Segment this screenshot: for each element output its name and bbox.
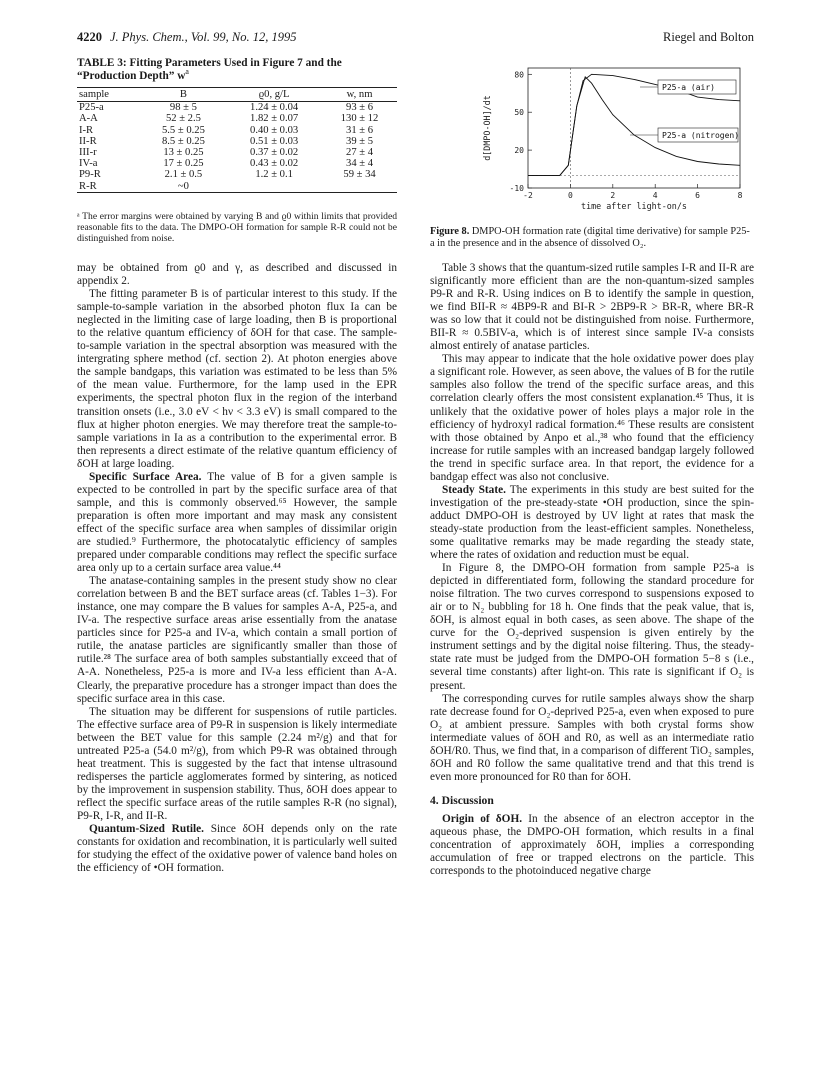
body-paragraph [77,706,397,823]
table3-caption [77,57,397,83]
section-heading: 4. Discussion [430,793,494,807]
body-paragraph [430,693,754,784]
body-paragraph [77,823,397,875]
y-tick-label: 50 [514,108,524,118]
table-cell: 1.82 ± 0.07 [250,113,299,125]
table-cell [322,181,397,193]
table-cell: 39 ± 5 [346,135,374,147]
table3-col-header: sample [79,89,110,100]
table3-body [77,102,397,193]
table3-title-sup: a [185,67,189,77]
y-tick-label: 20 [514,146,524,156]
x-tick-label: -2 [523,191,533,200]
x-tick-label: 6 [695,191,701,200]
table3 [77,87,397,193]
table-cell: 130 ± 12 [340,113,379,125]
y-tick-label: -10 [509,184,524,193]
table3-header-row [77,88,397,102]
figure8-caption [430,226,754,249]
journal-reference: J. Phys. Chem., Vol. 99, No. 12, 1995 [110,30,297,44]
right-column [430,262,754,878]
table-row [77,147,397,158]
table3-col-header: B [179,89,187,100]
run-in-heading: Steady State. [442,483,506,496]
x-tick-label: 4 [652,191,658,200]
table-cell [226,181,322,193]
x-tick-label: 2 [610,191,616,200]
paragraph-text: The experiments in this study are best suited for the investigation of the pre-steady-state •OH production, since the spin-adduct DMPO-OH is destroyed by UV light at rates that mask the steady-state production from the least-efficient samples. Nonetheless, some qualitative remarks may be made regarding the steady state, where the rates of oxidation and reduction must be equal. [430,483,754,562]
table-cell: 0.51 ± 0.03 [250,135,299,147]
table-cell: R-R [79,180,97,192]
table-cell: 52 ± 2.5 [165,113,201,125]
table-cell: 13 ± 0.25 [163,147,204,159]
body-paragraph [77,575,397,705]
figure8-chart [470,60,760,230]
header-left [77,30,296,45]
paragraph-text: In Figure 8, the DMPO-OH formation from sample P25-a is depicted in differentiated form, following the standard procedure for noise filtration. The two curves correspond to suspensions exposed to air or to N₂ bubbling for 18 h. One finds that the peak value, that is, δOH, is almost equal in both cases, as seen above. The shape of the curve for the O₂-deprived suspension is given entirely by the instrument settings and by the digital noise filtering. Thus, the steady-state rate must be judged from the DMPO-OH formation 5−8 s (i.e., several time constants) after light-on. This rate is significant if O₂ is present. [430,562,754,692]
body-paragraph [430,562,754,692]
paragraph-text: may be obtained from ϱ0 and γ, as described and discussed in appendix 2. [77,262,397,288]
y-axis-label: d[DMPO-OH]/dt [482,95,492,161]
paragraph-text: The corresponding curves for rutile samples always show the sharp rate decrease found for O₂-deprived P25-a, even when exposed to pure O₂ at ambient pressure. Samples with both crystal forms show intermediate values of δOH and R0, as well as an intermediate ratio δOH/R0. Thus, we find that, in a comparison of different TiO₂ samples, δOH and R0 follow the same qualitative trend and that this trend is even more pronounced for R0 than for δOH. [430,692,754,783]
figure8-label: Figure 8. [430,226,470,237]
body-paragraph [430,353,754,483]
body-paragraph [430,813,754,878]
table-cell: II-R [79,135,97,147]
table-cell: 1.2 ± 0.1 [255,169,293,181]
table-cell: 0.37 ± 0.02 [250,147,299,159]
paragraph-text: The situation may be different for suspensions of rutile particles. The effective surface area of P9-R in suspension is likely intermediate between the BET value for this sample (2.24 m²/g) and that for untreated P25-a (54.0 m²/g), from which P9-R was obtained through heat treatment. This is suggested by the fact that intense ultrasound redisperses the particle agglomerates formed by sintering, as noticed by the improvement in suspension stability. Thus, δOH does appear to reflect the specific surface areas of the rutile samples R-R (no signal), P9-R, I-R, and II-R. [77,705,397,822]
table-row [77,113,397,124]
table-row [77,102,397,114]
series-label: P25-a (air) [662,83,715,92]
paragraph-text: Since δOH depends only on the rate constants for oxidation and recombination, it is particularly well suited for studying the effect of the oxidative power of valence band holes on the efficiency of •OH formation. [77,823,398,875]
running-authors: Riegel and Bolton [663,30,754,44]
paragraph-text: This may appear to indicate that the hole oxidative power does play a significant role. However, as seen above, the values of B for the rutile samples also follow the trend of the specific surface areas, and this correlation clearly offers the most consistent explanation.⁴⁵ Thus, it is unlikely that the oxidative power of holes plays a major role in the efficiency of hydroxyl radical formation.⁴⁶ These results are consistent with those obtained by Anpo et al.,³⁸ who found that the efficiency increase for rutile samples with an increased bandgap largely followed the trend in specific surface area. In that report, the evidence for a bandgap effect was also not conclusive. [430,353,754,483]
table3-title: Fitting Parameters Used in Figure 7 and the “Production Depth” w [77,57,342,82]
paragraph-text: The fitting parameter B is of particular interest to this study. If the sample-to-sample variation in the absorbed photon flux Ia can be neglected in the limiting case of large loading, then B is proportional to the relative quantum efficiency of δOH for that case. The sample-to-sample variation in the spectral absorption was measured with the intergrating sphere method (cf. section 2). At photon energies above the sample bandgaps, this variation was estimated to be less than 5% of the mean value. Furthermore, for the lamp used in the EPR experiments, the spectral photon flux in the region of the interband transition onsets (i.e., 3.0 eV < hν < 3.3 eV) is small compared to the flux at higher photon energies. We may therefore treat the sample-to-sample variations in Ia as a contribution to the experimental error. B then represents a direct estimate of the relative quantum efficiency of δOH at large loading. [77,288,397,470]
table-cell: 0.43 ± 0.02 [250,158,299,170]
body-paragraph [430,484,754,562]
left-column [77,262,397,875]
run-in-heading: Origin of δOH. [442,812,523,825]
body-paragraph [77,288,397,471]
y-tick-label: 80 [514,70,524,80]
paragraph-text: Table 3 shows that the quantum-sized rutile samples I-R and II-R are significantly more efficient than are the non-quantum-sized samples P9-R and R-R. Using indices on B to identify the sample in question, we find BII-R ≈ 4BP9-R and BI-R > 2BP9-R > BR-R, where BR-R was so low that it could not be distinguished from noise. Furthermore, BII-R ≈ 0.5BIV-a, which is of interest since sample IV-a consists almost entirely of anatase particles. [430,262,754,353]
run-in-heading: Quantum-Sized Rutile. [89,823,205,836]
table-cell: ~0 [177,180,189,192]
table-cell: 34 ± 4 [346,158,374,170]
paragraph-text: The anatase-containing samples in the present study show no clear correlation between B and the BET surface areas (cf. Tables 1−3). For instance, one may compare the B values for samples A-A, P25-a, and IV-a. The respective surface areas arise essentially from the anatase particles since for P25-a and IV-a, which contain a small portion of rutile, the anatase particles are significantly smaller than those of rutile.²⁸ The surface area of both samples substantially exceed that of A-A. Nonetheless, P25-a is more and IV-a less efficient than A-A. Clearly, the preparative procedure has a stronger impact than does the specific surface area in this case. [77,575,397,705]
figure8-caption-text: DMPO-OH formation rate (digital time derivative) for sample P25-a in the presence and in the absence of dissolved O₂. [430,226,750,249]
table-cell: A-A [79,113,98,125]
body-paragraph [77,471,397,575]
table-cell: P9-R [79,169,101,181]
table-cell: 98 ± 5 [169,102,197,114]
table-cell: 5.5 ± 0.25 [161,124,205,136]
x-axis-label: time after light-on/s [581,201,687,211]
table-cell: 2.1 ± 0.5 [164,169,203,181]
table-cell: I-R [79,124,94,136]
table3-col-header: ϱ0, g/L [258,89,290,100]
table-row [77,181,397,193]
table-cell: 8.5 ± 0.25 [161,135,205,147]
table-cell: P25-a [79,102,104,114]
table-cell: 1.24 ± 0.04 [250,102,299,114]
table-row [77,169,397,180]
table-row [77,136,397,147]
table-cell: 59 ± 34 [343,169,376,181]
table-row [77,125,397,136]
table-cell: 0.40 ± 0.03 [250,124,299,136]
paragraph-text: The value of B for a given sample is expected to be controlled in part by the specific surface area of that sample, and this is commonly observed.⁶⁵ However, the sample preparation is often more important and may mask any consistent effect of the specific surface area when samples of dissimilar origin are studied.⁹ Furthermore, the photocatalytic efficiency of samples prepared under comparable conditions may reflect the specific surface area only up to a certain surface area value.⁴⁴ [77,470,397,575]
page-number: 4220 [77,30,102,44]
x-tick-label: 0 [567,191,573,200]
table-cell: IV-a [79,158,98,170]
run-in-heading: Specific Surface Area. [89,470,202,483]
table-cell: 93 ± 6 [346,102,374,114]
paragraph-text: In the absence of an electron acceptor in the aqueous phase, the DMPO-OH formation, which results in a final concentration of approximately δOH, implies a corresponding accumulation of free or trapped electrons on the particle. This corresponds to the photoinduced negative charge [430,812,754,878]
x-tick-label: 8 [737,191,743,200]
table-row [77,158,397,169]
table-cell: 31 ± 6 [346,124,374,136]
body-paragraph [77,262,397,288]
body-paragraph [430,262,754,353]
series-label: P25-a (nitrogen) [662,131,740,140]
page-header [77,30,754,46]
table-cell: III-r [79,147,97,159]
table3-label: TABLE 3: [77,57,127,69]
table3-col-header: w, nm [346,89,373,100]
table3-footnote: ᵃ The error margins were obtained by varying B and ϱ0 within limits that provided reasonable fits to the data. The DMPO-OH formation for sample R-R could not be distinguished from noise. [77,211,397,244]
table-cell: 17 ± 0.25 [163,158,204,170]
table-cell: 27 ± 4 [346,147,374,159]
